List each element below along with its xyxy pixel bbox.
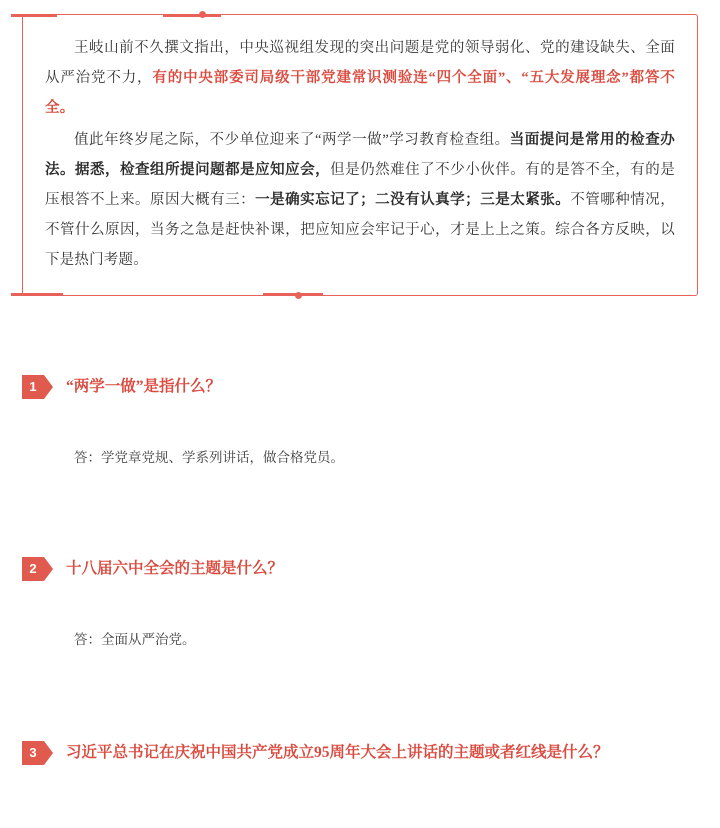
intro-p2-text-2: 但是仍然难住了不少小伙伴。有的是答不全，有的是压根答不上来。原因大概有三： xyxy=(45,162,675,208)
decorative-dash-bottom xyxy=(263,293,323,296)
question-row-1 xyxy=(22,374,698,400)
intro-p1-text: 王岐山前不久撰文指出，中央巡视组发现的突出问题是党的领导弱化、党的建设缺失、全面从严治党不力， xyxy=(45,40,675,86)
qa-block-3 xyxy=(22,740,698,766)
document-page xyxy=(0,14,720,828)
intro-p2-bold-1: 当面提问是常用的检查办法。据悉，检查组所提问题都是应知应会， xyxy=(45,132,675,178)
question-number-badge-2: 2 xyxy=(22,557,44,581)
question-text-1: “两学一做”是指什么？ xyxy=(66,378,222,395)
answer-text-1: 答：学党章党规、学系列讲话，做合格党员。 xyxy=(74,450,344,465)
intro-p2-text-1: 值此年终岁尾之际，不少单位迎来了“两学一做”学习教育检查组。 xyxy=(74,132,510,148)
intro-p2-bold-2: 一是确实忘记了；二没有认真学；三是太紧张。 xyxy=(255,192,571,208)
question-row-3 xyxy=(22,740,698,766)
intro-paragraph-2 xyxy=(45,125,675,275)
intro-p1-highlight: 有的中央部委司局级干部党建常识测验连“四个全面”、“五大发展理念”都答不全。 xyxy=(45,70,675,116)
decorative-dot-top xyxy=(199,11,206,18)
answer-text-2: 答：全面从严治党。 xyxy=(74,632,196,647)
intro-p2-text-3: 不管哪种情况，不管什么原因，当务之急是赶快补课，把应知应会牢记于心，才是上上之策。综合各方反映，以下是热门考题。 xyxy=(45,192,675,268)
question-row-2 xyxy=(22,556,698,582)
question-text-2: 十八届六中全会的主题是什么？ xyxy=(66,560,284,577)
qa-block-1 xyxy=(22,374,698,470)
intro-paragraph-1 xyxy=(45,33,675,123)
decorative-dot-bottom xyxy=(295,292,302,299)
intro-callout-wrapper xyxy=(22,14,698,296)
question-text-3: 习近平总书记在庆祝中国共产党成立95周年大会上讲话的主题或者红线是什么？ xyxy=(66,744,609,761)
question-number-badge-1: 1 xyxy=(22,375,44,399)
decorative-dash-top xyxy=(163,14,221,17)
question-number-badge-3: 3 xyxy=(22,741,44,765)
intro-callout-box xyxy=(22,14,698,296)
decorative-dash-bottom-left xyxy=(11,293,63,296)
decorative-dash-top-left xyxy=(11,14,57,17)
qa-block-2 xyxy=(22,556,698,652)
